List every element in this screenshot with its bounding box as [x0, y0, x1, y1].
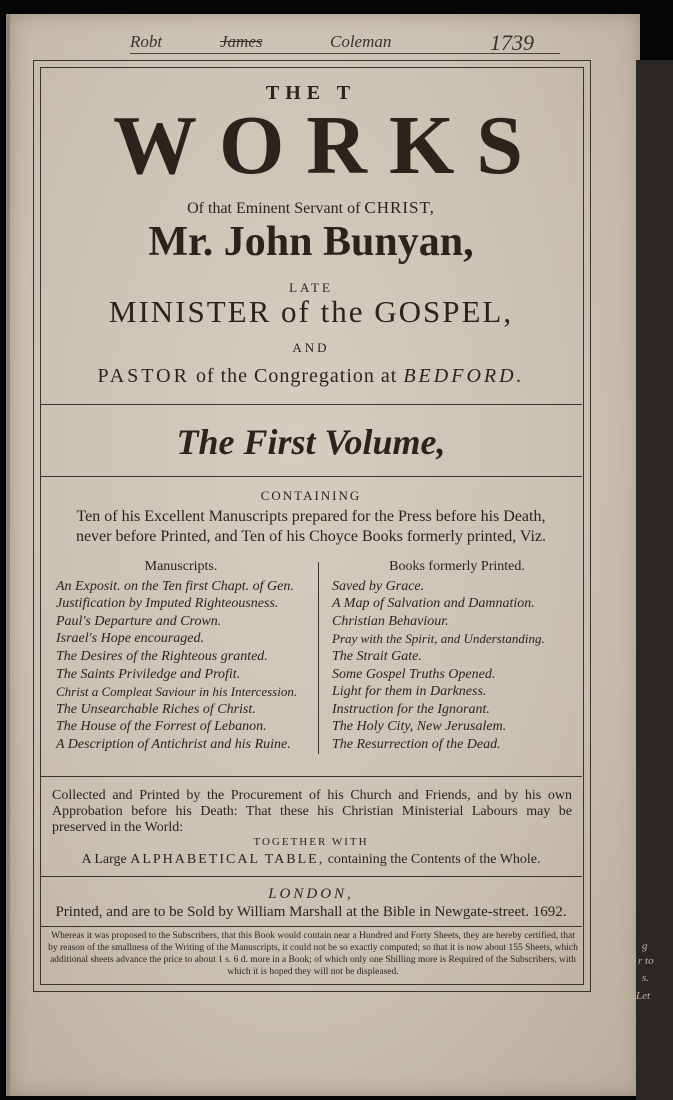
- signature-year: 1739: [490, 30, 534, 55]
- list-item: Instruction for the Ignorant.: [332, 701, 490, 717]
- servant-christ: CHRIST,: [364, 198, 435, 217]
- divider-rule: [40, 476, 582, 477]
- fragment-text: g: [642, 940, 648, 952]
- imprint-london: LONDON,: [268, 886, 354, 902]
- collected-paragraph: Collected and Printed by the Procurement of his Church and Friends, and by his own Approbation before his Death: That these his Christian Ministerial Labours may be preserved in the World:: [52, 788, 572, 835]
- alphabetical-table-line: [40, 852, 582, 868]
- minister-line: MINISTER of the GOSPEL,: [108, 294, 514, 329]
- list-item: The Resurrection of the Dead.: [332, 736, 501, 752]
- table-prefix: A Large: [81, 852, 127, 867]
- pastor-word: PASTOR: [97, 365, 190, 387]
- list-item: The House of the Forrest of Lebanon.: [56, 719, 267, 735]
- servant-prefix: Of that Eminent Servant of: [187, 200, 361, 217]
- fragment-text: Let: [636, 990, 651, 1002]
- signature-rule: [130, 53, 560, 54]
- adjacent-page-fragment: [636, 60, 673, 1100]
- congregation-text: of the Congregation at: [195, 365, 398, 387]
- fragment-text: r to: [638, 955, 654, 967]
- servant-line: [40, 198, 582, 218]
- title-the: THE T: [265, 82, 357, 104]
- list-item: The Strait Gate.: [332, 648, 422, 664]
- list-item: Paul's Departure and Crown.: [56, 613, 222, 629]
- list-item: The Unsearchable Riches of Christ.: [56, 701, 256, 717]
- books-heading: Books formerly Printed.: [389, 559, 525, 574]
- list-item: Christian Behaviour.: [332, 613, 449, 629]
- column-divider: [318, 562, 319, 754]
- containing-label: CONTAINING: [260, 488, 362, 503]
- signature-part: Robt: [130, 32, 163, 51]
- together-with-label: TOGETHER WITH: [253, 836, 369, 848]
- divider-rule: [40, 404, 582, 405]
- volume-title: The First Volume,: [176, 422, 446, 462]
- list-item: A Map of Salvation and Damnation.: [332, 596, 535, 612]
- list-item: An Exposit. on the Ten first Chapt. of Gen.: [56, 578, 294, 594]
- fragment-text: s.: [642, 972, 650, 984]
- late-label: LATE: [289, 280, 333, 295]
- list-item: Saved by Grace.: [332, 578, 425, 594]
- divider-rule: [40, 876, 582, 877]
- signature-surname: Coleman: [330, 32, 392, 51]
- manuscripts-heading: Manuscripts.: [144, 559, 218, 574]
- list-item: Christ a Compleat Saviour in his Intercession.: [56, 684, 298, 700]
- table-suffix: containing the Contents of the Whole.: [327, 852, 541, 867]
- title-works: WORKS: [112, 99, 546, 192]
- list-item: Israel's Hope encouraged.: [56, 631, 205, 647]
- list-item: The Holy City, New Jerusalem.: [332, 719, 507, 735]
- contents-intro-line-2: never before Printed, and Ten of his Choyce Books formerly printed, Viz.: [75, 528, 547, 545]
- list-item: Some Gospel Truths Opened.: [332, 666, 496, 682]
- and-label: AND: [292, 340, 330, 355]
- pastor-line: [40, 365, 582, 388]
- list-item: Light for them in Darkness.: [332, 684, 487, 700]
- author-name: Mr. John Bunyan,: [148, 219, 474, 265]
- list-item: The Saints Priviledge and Profit.: [56, 666, 241, 682]
- subscribers-notice: Whereas it was proposed to the Subscribers, that this Book would contain near a Hundred and Forty Sheets, they are hereby certified, that by reason of the smallness of the Writing of the Manuscripts, it could not be so exactly computed; so that it is now about 155 Sheets, which additional sheets advance the price to about 1 s. 6 d. more in a Book; of which only one Shilling more is Required of the Subscribers, with which it is hoped they will not be displeased.: [48, 931, 578, 977]
- signature-struck-name: James: [220, 32, 263, 51]
- divider-rule: [40, 926, 582, 927]
- table-caps: ALPHABETICAL TABLE,: [130, 852, 325, 867]
- list-item: The Desires of the Righteous granted.: [56, 648, 268, 664]
- manuscripts-column: [56, 558, 306, 754]
- list-item: Justification by Imputed Righteousness.: [56, 596, 279, 612]
- list-item: A Description of Antichrist and his Ruine.: [56, 736, 291, 752]
- bedford-word: BEDFORD.: [403, 365, 525, 387]
- contents-intro-line-1: Ten of his Excellent Manuscripts prepared for the Press before his Death,: [76, 508, 546, 525]
- list-item: Pray with the Spirit, and Understanding.: [332, 631, 545, 647]
- divider-rule: [40, 776, 582, 777]
- books-column: [332, 558, 582, 754]
- imprint-printer: Printed, and are to be Sold by William Marshall at the Bible in Newgate-street. 1692.: [55, 904, 567, 920]
